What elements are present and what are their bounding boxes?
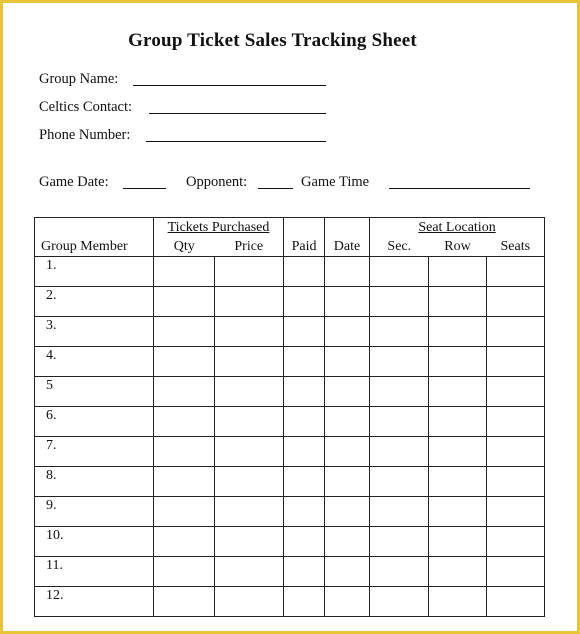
qty-cell[interactable] <box>154 287 215 317</box>
qty-cell[interactable] <box>154 527 215 557</box>
date-cell[interactable] <box>325 287 370 317</box>
row-header: Row <box>429 237 487 257</box>
game-date-label: Game Date: <box>39 174 109 190</box>
sec-cell[interactable] <box>370 377 429 407</box>
sec-cell[interactable] <box>370 437 429 467</box>
group-name-field[interactable] <box>133 85 326 86</box>
seats-cell[interactable] <box>487 527 545 557</box>
row-cell[interactable] <box>429 347 487 377</box>
table-row <box>35 407 545 437</box>
date-cell[interactable] <box>325 437 370 467</box>
celtics-contact-field[interactable] <box>149 113 326 114</box>
sec-cell[interactable] <box>370 287 429 317</box>
sec-cell[interactable] <box>370 407 429 437</box>
date-cell[interactable] <box>325 347 370 377</box>
row-number: 11. <box>35 557 154 587</box>
table-row <box>35 587 545 617</box>
qty-cell[interactable] <box>154 407 215 437</box>
paid-cell[interactable] <box>284 377 325 407</box>
row-cell[interactable] <box>429 587 487 617</box>
row-cell[interactable] <box>429 557 487 587</box>
price-cell[interactable] <box>215 317 284 347</box>
paid-cell[interactable] <box>284 347 325 377</box>
date-cell[interactable] <box>325 317 370 347</box>
seats-cell[interactable] <box>487 287 545 317</box>
qty-cell[interactable] <box>154 467 215 497</box>
seats-cell[interactable] <box>487 317 545 347</box>
table-row <box>35 377 545 407</box>
row-cell[interactable] <box>429 377 487 407</box>
table-row <box>35 257 545 287</box>
celtics-contact-label: Celtics Contact: <box>39 99 133 115</box>
seats-cell[interactable] <box>487 377 545 407</box>
row-cell[interactable] <box>429 497 487 527</box>
seats-cell[interactable] <box>487 407 545 437</box>
row-number: 5 <box>35 377 154 407</box>
page-title: Group Ticket Sales Tracking Sheet <box>128 30 417 51</box>
row-cell[interactable] <box>429 407 487 437</box>
paid-cell[interactable] <box>284 497 325 527</box>
date-cell[interactable] <box>325 257 370 287</box>
sec-cell[interactable] <box>370 527 429 557</box>
price-cell[interactable] <box>215 257 284 287</box>
sec-cell[interactable] <box>370 317 429 347</box>
date-cell[interactable] <box>325 377 370 407</box>
date-cell[interactable] <box>325 587 370 617</box>
row-number: 12. <box>35 587 154 617</box>
table-row <box>35 347 545 377</box>
sec-cell[interactable] <box>370 497 429 527</box>
price-cell[interactable] <box>215 467 284 497</box>
row-cell[interactable] <box>429 317 487 347</box>
row-number: 7. <box>35 437 154 467</box>
paid-cell[interactable] <box>284 287 325 317</box>
price-cell[interactable] <box>215 497 284 527</box>
seats-cell[interactable] <box>487 587 545 617</box>
paid-cell[interactable] <box>284 317 325 347</box>
tickets-purchased-header: Tickets Purchased <box>154 218 284 238</box>
sec-cell[interactable] <box>370 467 429 497</box>
seats-cell[interactable] <box>487 557 545 587</box>
paid-cell[interactable] <box>284 257 325 287</box>
seats-header: Seats <box>487 237 545 257</box>
row-number: 3. <box>35 317 154 347</box>
paid-cell[interactable] <box>284 467 325 497</box>
paid-cell[interactable] <box>284 437 325 467</box>
game-date-field[interactable] <box>123 188 166 189</box>
qty-cell[interactable] <box>154 557 215 587</box>
row-cell[interactable] <box>429 467 487 497</box>
price-cell[interactable] <box>215 587 284 617</box>
table-row <box>35 527 545 557</box>
paid-cell[interactable] <box>284 527 325 557</box>
qty-cell[interactable] <box>154 437 215 467</box>
paid-cell[interactable] <box>284 557 325 587</box>
date-cell[interactable] <box>325 407 370 437</box>
row-number: 4. <box>35 347 154 377</box>
date-header: Date <box>325 218 370 257</box>
paid-header: Paid <box>284 218 325 257</box>
sec-cell[interactable] <box>370 557 429 587</box>
opponent-field[interactable] <box>258 188 293 189</box>
table-row <box>35 437 545 467</box>
table-row <box>35 317 545 347</box>
group-name-label: Group Name: <box>39 71 119 87</box>
qty-cell[interactable] <box>154 497 215 527</box>
seats-cell[interactable] <box>487 347 545 377</box>
row-cell[interactable] <box>429 287 487 317</box>
row-number: 1. <box>35 257 154 287</box>
sec-cell[interactable] <box>370 257 429 287</box>
price-cell[interactable] <box>215 557 284 587</box>
price-cell[interactable] <box>215 347 284 377</box>
sec-cell[interactable] <box>370 347 429 377</box>
table-row <box>35 497 545 527</box>
table-row <box>35 557 545 587</box>
phone-number-label: Phone Number: <box>39 127 131 143</box>
qty-cell[interactable] <box>154 257 215 287</box>
phone-number-field[interactable] <box>146 141 326 142</box>
seats-cell[interactable] <box>487 497 545 527</box>
sec-header: Sec. <box>370 237 429 257</box>
qty-cell[interactable] <box>154 347 215 377</box>
seats-cell[interactable] <box>487 467 545 497</box>
table-row <box>35 287 545 317</box>
ticket-sales-table <box>34 217 545 617</box>
row-cell[interactable] <box>429 257 487 287</box>
row-cell[interactable] <box>429 437 487 467</box>
paid-cell[interactable] <box>284 587 325 617</box>
seats-cell[interactable] <box>487 257 545 287</box>
opponent-label: Opponent: <box>186 174 248 190</box>
qty-cell[interactable] <box>154 317 215 347</box>
table-row <box>35 467 545 497</box>
row-cell[interactable] <box>429 527 487 557</box>
row-number: 2. <box>35 287 154 317</box>
group-member-header: Group Member <box>35 218 154 257</box>
row-number: 8. <box>35 467 154 497</box>
seats-cell[interactable] <box>487 437 545 467</box>
sec-cell[interactable] <box>370 587 429 617</box>
price-cell[interactable] <box>215 287 284 317</box>
price-header: Price <box>215 237 284 257</box>
price-cell[interactable] <box>215 437 284 467</box>
date-cell[interactable] <box>325 527 370 557</box>
qty-header: Qty <box>154 237 215 257</box>
qty-cell[interactable] <box>154 377 215 407</box>
price-cell[interactable] <box>215 377 284 407</box>
paid-cell[interactable] <box>284 407 325 437</box>
qty-cell[interactable] <box>154 587 215 617</box>
price-cell[interactable] <box>215 407 284 437</box>
row-number: 6. <box>35 407 154 437</box>
date-cell[interactable] <box>325 467 370 497</box>
date-cell[interactable] <box>325 497 370 527</box>
price-cell[interactable] <box>215 527 284 557</box>
seat-location-header: Seat Location <box>370 218 545 238</box>
date-cell[interactable] <box>325 557 370 587</box>
game-time-label: Game Time <box>301 174 370 190</box>
row-number: 9. <box>35 497 154 527</box>
game-time-field[interactable] <box>389 188 530 189</box>
row-number: 10. <box>35 527 154 557</box>
